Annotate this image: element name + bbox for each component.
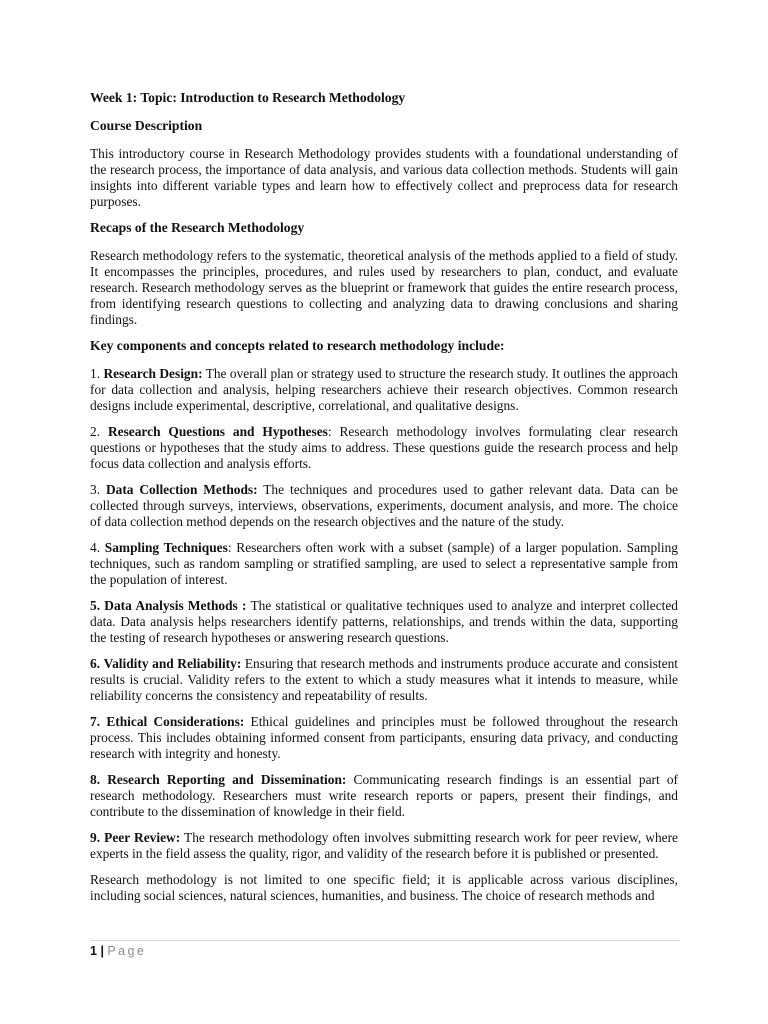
list-item: [90, 714, 678, 762]
document-page: [90, 90, 678, 914]
item-number: 1.: [90, 366, 101, 381]
item-text: Ethical guidelines and principles must be followed throughout the research process. This includes obtaining informed consent from participants, ensuring data privacy, and conducting research with integrity and honesty.: [90, 714, 678, 761]
list-item: [90, 424, 678, 472]
course-description-heading: Course Description: [90, 118, 203, 133]
item-term: Sampling Techniques: [104, 540, 228, 555]
item-number: 2.: [90, 424, 101, 439]
item-text: Ensuring that research methods and instruments produce accurate and consistent results is crucial. Validity refers to the extent to which a study measures what it intends to measure, while reliability concerns the consistency and repeatability of results.: [90, 656, 678, 703]
item-number: 4.: [90, 540, 101, 555]
item-text: The research methodology often involves submitting research work for peer review, where experts in the field assess the quality, rigor, and validity of the research before it is published or presented.: [90, 830, 679, 861]
document-title: Week 1: Topic: Introduction to Research Methodology: [90, 90, 406, 105]
recap-heading: Recaps of the Research Methodology: [90, 220, 305, 235]
item-text: : Research methodology involves formulating clear research questions or hypotheses that the study aims to address. These questions guide the research process and help focus data collection and analysis efforts.: [90, 424, 678, 471]
key-components-heading: Key components and concepts related to research methodology include:: [90, 338, 505, 353]
closing-text: Research methodology is not limited to one specific field; it is applicable across various disciplines, including social sciences, natural sciences, humanities, and business. The choice of research methods and: [90, 872, 678, 903]
list-item: [90, 540, 678, 588]
item-number: 6.: [90, 656, 101, 671]
page-number: 1: [90, 944, 97, 958]
item-term: Research Design:: [103, 366, 203, 381]
item-text: The techniques and procedures used to gather relevant data. Data can be collected through surveys, interviews, observations, experiments, document analysis, and more. The choice of data collection method depends on the research objectives and the nature of the study.: [90, 482, 678, 529]
item-text: The overall plan or strategy used to structure the research study. It outlines the approach for data collection and analysis, helping researchers achieve their research objectives. Common research designs include experimental, descriptive, correlational, and qualitative designs.: [90, 366, 678, 413]
course-description-text: This introductory course in Research Methodology provides students with a foundational understanding of the research process, the importance of data analysis, and various data collection methods. Students will gain insights into different variable types and learn how to effectively collect and preprocess data for research purposes.: [90, 146, 678, 209]
item-number: 9.: [90, 830, 101, 845]
list-item: [90, 482, 678, 530]
page-label: Page: [107, 944, 147, 958]
item-term: Research Reporting and Dissemination:: [107, 772, 347, 787]
item-term: Validity and Reliability:: [103, 656, 242, 671]
page-footer: [90, 940, 680, 958]
item-text: The statistical or qualitative techniques used to analyze and interpret collected data. Data analysis helps researchers identify patterns, relationships, and trends within the data, supporting the testing of research hypotheses or answering research questions.: [90, 598, 679, 645]
footer-separator: |: [100, 944, 104, 958]
list-item: [90, 830, 678, 862]
list-item: [90, 656, 678, 704]
item-term: Research Questions and Hypotheses: [107, 424, 328, 439]
list-item: [90, 366, 678, 414]
item-number: 8.: [90, 772, 101, 787]
item-term: Ethical Considerations:: [106, 714, 245, 729]
item-text: Communicating research findings is an essential part of research methodology. Researchers must write research reports or papers, present their findings, and contribute to the dissemination of knowledge in their field.: [90, 772, 678, 819]
item-term: Data Collection Methods:: [105, 482, 258, 497]
item-number: 5.: [90, 598, 101, 613]
recap-text: Research methodology refers to the systematic, theoretical analysis of the methods applied to a field of study. It encompasses the principles, procedures, and rules used by researchers to plan, conduct, and evaluate research. Research methodology serves as the blueprint or framework that guides the entire research process, from identifying research questions to collecting and analyzing data to drawing conclusions and sharing findings.: [90, 248, 678, 327]
item-term: Data Analysis Methods :: [104, 598, 247, 613]
item-number: 3.: [90, 482, 101, 497]
list-item: [90, 598, 678, 646]
item-number: 7.: [90, 714, 101, 729]
list-item: [90, 772, 678, 820]
item-text: : Researchers often work with a subset (sample) of a larger population. Sampling techniques, such as random sampling or stratified sampling, are used to select a representative sample from the population of interest.: [90, 540, 678, 587]
item-term: Peer Review:: [104, 830, 181, 845]
